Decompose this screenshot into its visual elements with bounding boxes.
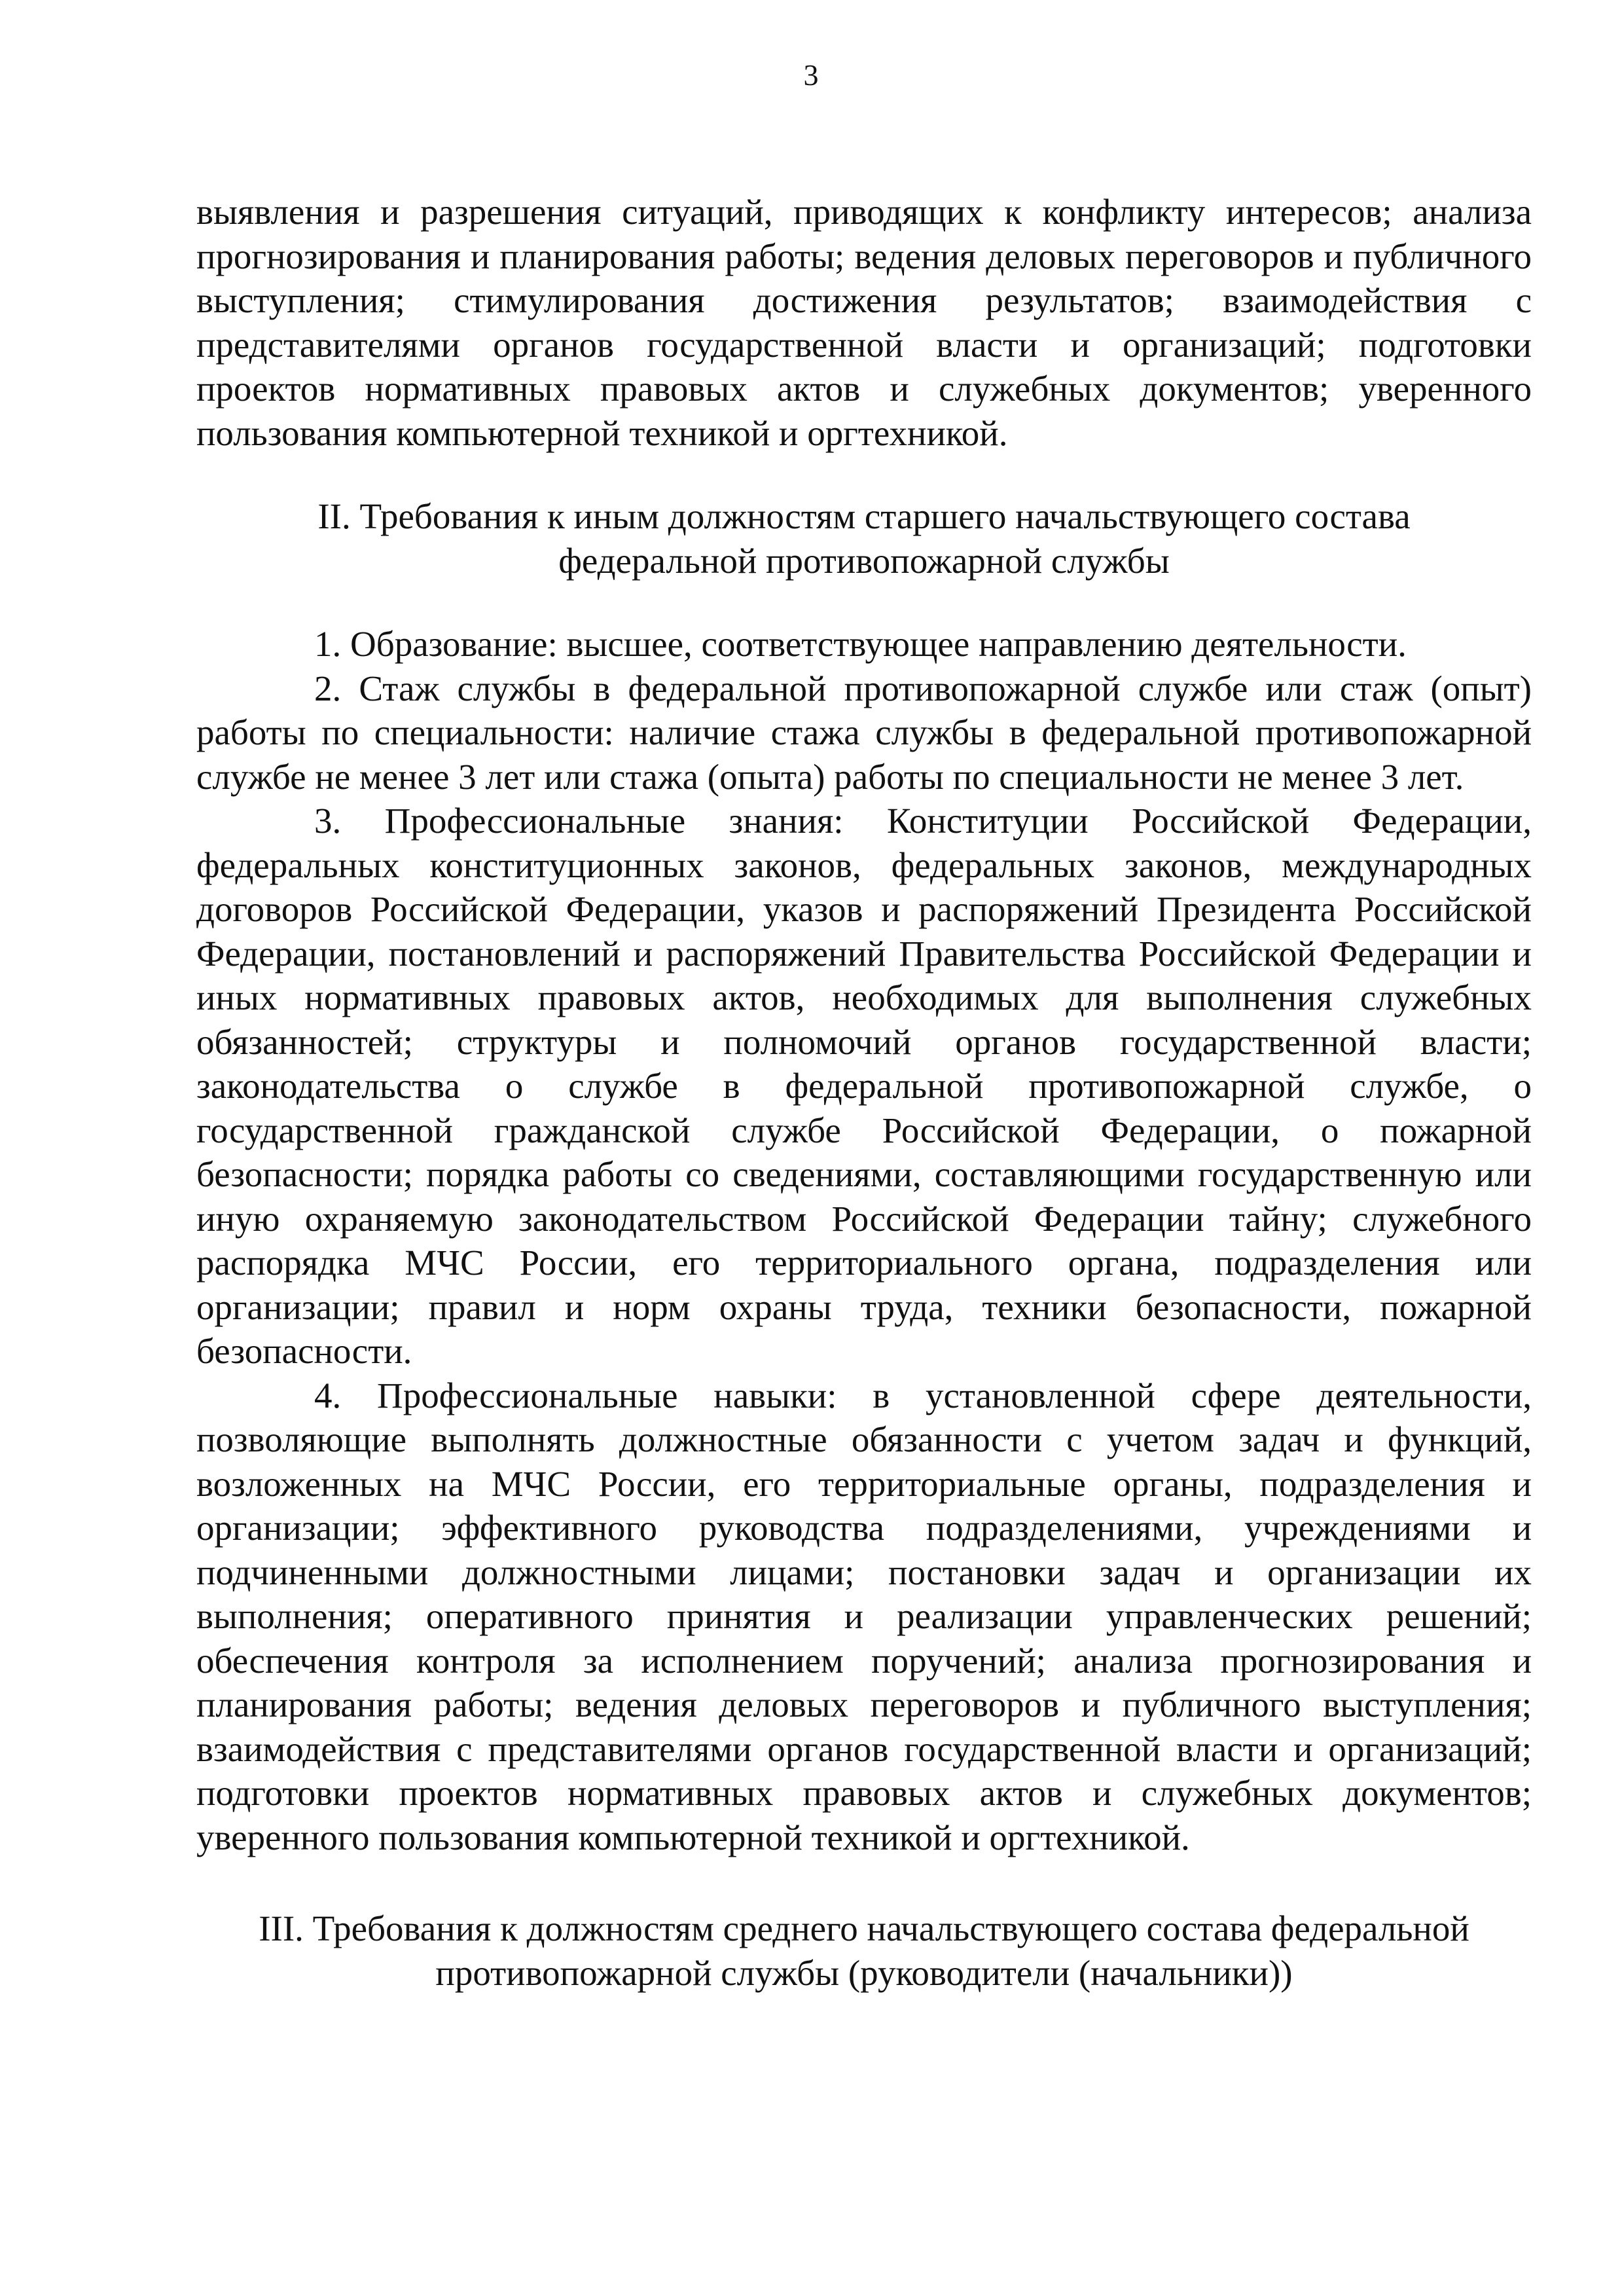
section-2-item-experience: 2. Стаж службы в федеральной противопожарной службе или стаж (опыт) работы по специальности: наличие стажа службы в федеральной противопожарной службе не менее 3 лет или стажа (опыта) работы по специальности не менее 3 лет. bbox=[196, 668, 1532, 797]
intro-paragraph: выявления и разрешения ситуаций, приводящих к конфликту интересов; анализа прогнозирования и планирования работы; ведения деловых переговоров и публичного выступления; стимулирования достижения результатов; взаимодействия с представителями органов государственной власти и организаций; подготовки проектов нормативных правовых актов и служебных документов; уверенного пользования компьютерной техникой и оргтехникой. bbox=[196, 192, 1532, 453]
page-number: 3 bbox=[803, 58, 819, 92]
section-2-item-knowledge: 3. Профессиональные знания: Конституции Российской Федерации, федеральных конституционных законов, федеральных законов, международных договоров Российской Федерации, указов и распоряжений Президента Российской Федерации, постановлений и распоряжений Правительства Российской Федерации и иных нормативных правовых актов, необходимых для выполнения служебных обязанностей; структуры и полномочий органов государственной власти; законодательства о службе в федеральной противопожарной службе, о государственной гражданской службе Российской Федерации, о пожарной безопасности; порядка работы со сведениями, составляющими государственную или иную охраняемую законодательством Российской Федерации тайну; служебного распорядка МЧС России, его территориального органа, подразделения или организации; правил и норм охраны труда, техники безопасности, пожарной безопасности. bbox=[196, 801, 1532, 1371]
section-3-heading: III. Требования к должностям среднего начальствующего состава федеральной противопожарной службы (руководители (начальники)) bbox=[259, 1908, 1469, 1993]
section-2-item-skills: 4. Профессиональные навыки: в установленной сфере деятельности, позволяющие выполнять должностные обязанности с учетом задач и функций, возложенных на МЧС России, его территориальные органы, подразделения и организации; эффективного руководства подразделениями, учреждениями и подчиненными должностными лицами; постановки задач и организации их выполнения; оперативного принятия и реализации управленческих решений; обеспечения контроля за исполнением поручений; анализа прогнозирования и планирования работы; ведения деловых переговоров и публичного выступления; взаимодействия с представителями органов государственной власти и организаций; подготовки проектов нормативных правовых актов и служебных документов; уверенного пользования компьютерной техникой и оргтехникой. bbox=[196, 1375, 1532, 1857]
document-body bbox=[196, 190, 1532, 1995]
section-2-heading: II. Требования к иным должностям старшего начальствующего состава федеральной противопожарной службы bbox=[317, 496, 1411, 581]
section-2-item-education: 1. Образование: высшее, соответствующее направлению деятельности. bbox=[314, 624, 1407, 664]
